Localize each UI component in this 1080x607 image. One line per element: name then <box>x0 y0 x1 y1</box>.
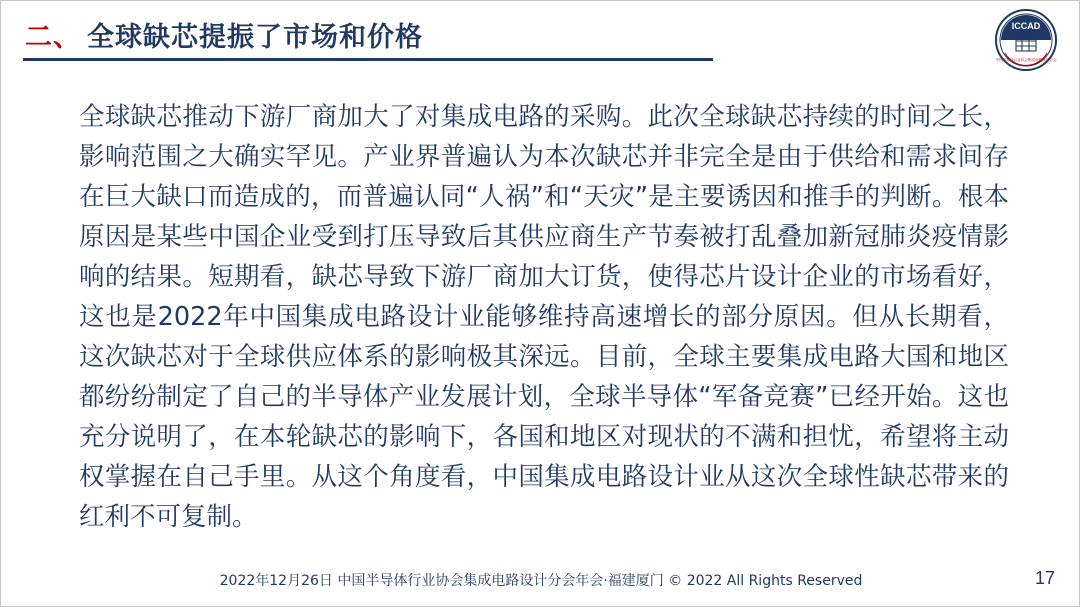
page-title-text: 全球缺芯提振了市场和价格 <box>87 22 423 52</box>
slide-header <box>1 1 1080 73</box>
slide-body <box>79 97 1009 537</box>
footer-text: 2022年12月26日 中国半导体行业协会集成电路设计分会年会·福建厦门 © 2022 All Rights Reserved <box>219 573 863 589</box>
page-title <box>25 15 423 54</box>
body-paragraph: 全球缺芯推动下游厂商加大了对集成电路的采购。此次全球缺芯持续的时间之长，影响范围之大确实罕见。产业界普遍认为本次缺芯并非完全是由于供给和需求间存在巨大缺口而造成的，而普遍认同“人祸”和“天灾”是主要诱因和推手的判断。根本原因是某些中国企业受到打压导致后其供应商生产节奏被打乱叠加新冠肺炎疫情影响的结果。短期看，缺芯导致下游厂商加大订货，使得芯片设计企业的市场看好，这也是2022年中国集成电路设计业能够维持高速增长的部分原因。但从长期看，这次缺芯对于全球供应体系的影响极其深远。目前，全球主要集成电路大国和地区都纷纷制定了自己的半导体产业发展计划，全球半导体“军备竞赛”已经开始。这也充分说明了，在本轮缺芯的影响下，各国和地区对现状的不满和担忧，希望将主动权掌握在自己手里。从这个角度看，中国集成电路设计业从这次全球性缺芯带来的红利不可复制。 <box>79 102 1009 532</box>
slide-footer <box>1 570 1080 592</box>
page-title-number: 二、 <box>25 22 81 52</box>
page-number: 17 <box>1034 568 1055 588</box>
svg-text:中国半导体行业协会集成电路设计分会: 中国半导体行业协会集成电路设计分会 <box>995 58 1057 62</box>
svg-text:ICCAD: ICCAD <box>1011 21 1041 31</box>
title-underline <box>23 58 713 61</box>
iccad-logo <box>995 9 1057 71</box>
